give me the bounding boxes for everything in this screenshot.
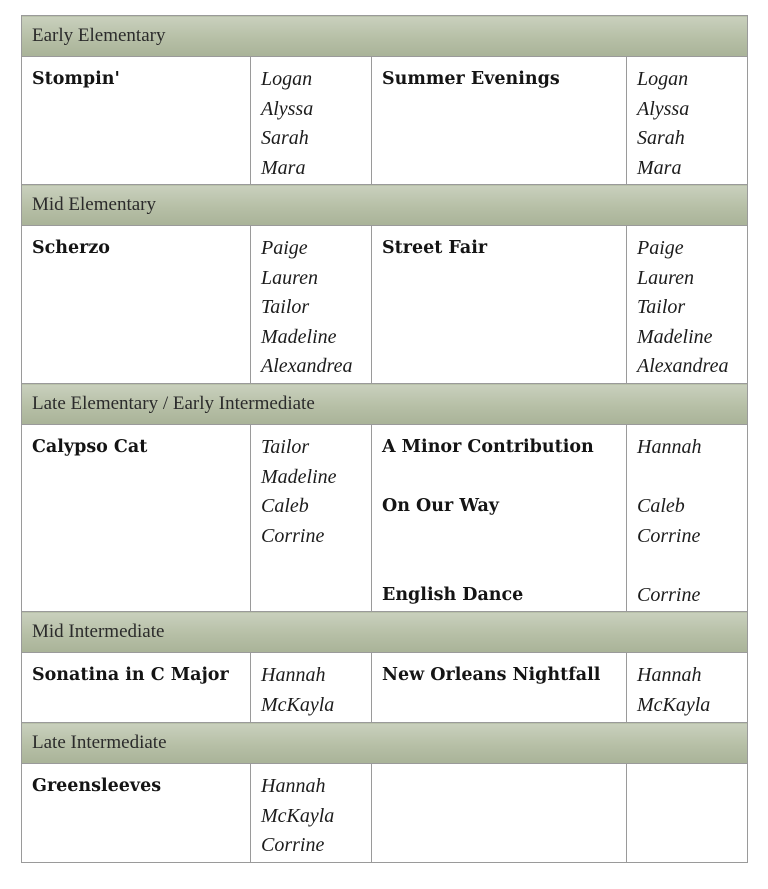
repertoire-row — [22, 653, 748, 723]
piece-title: Street Fair — [382, 238, 488, 258]
piece-title: Greensleeves — [32, 776, 162, 796]
student-name: Corrine — [637, 524, 701, 547]
repertoire-row — [22, 425, 748, 612]
student-name: Alexandrea — [637, 355, 729, 377]
student-name: Caleb — [637, 495, 685, 517]
student-name: Alexandrea — [261, 355, 353, 377]
student-name: Alyssa — [261, 97, 314, 120]
student-name: Tailor — [261, 296, 310, 318]
student-name: Hannah — [261, 664, 326, 686]
level-heading: Mid Elementary — [22, 185, 748, 226]
piece-cell — [22, 226, 251, 384]
student-name: Lauren — [261, 266, 319, 289]
piece-cell — [22, 425, 251, 612]
level-header-row — [22, 723, 748, 764]
piece-cell — [372, 425, 627, 612]
student-name: Tailor — [637, 296, 686, 318]
student-name: Caleb — [261, 495, 309, 517]
students-cell — [627, 653, 748, 723]
student-name: Hannah — [261, 775, 326, 797]
piece-cell — [372, 653, 627, 723]
student-name: Tailor — [261, 436, 310, 458]
piece-cell — [22, 653, 251, 723]
piece-title: Calypso Cat — [32, 437, 148, 457]
student-name: Lauren — [637, 266, 695, 289]
student-name: McKayla — [637, 693, 711, 716]
student-name: Corrine — [261, 524, 325, 547]
student-name: Logan — [261, 68, 313, 90]
student-name: Mara — [637, 156, 682, 179]
students-cell — [251, 226, 372, 384]
piece-cell — [372, 57, 627, 185]
level-heading: Late Elementary / Early Intermediate — [22, 384, 748, 425]
piece-title: On Our Way — [382, 496, 499, 516]
students-cell — [251, 425, 372, 612]
student-name: McKayla — [261, 804, 335, 827]
piece-title: English Dance — [382, 584, 524, 605]
student-name: Madeline — [261, 465, 337, 488]
piece-cell — [372, 226, 627, 384]
piece-title: A Minor Contribution — [382, 437, 594, 457]
level-header-row — [22, 384, 748, 425]
student-name: Paige — [261, 237, 308, 259]
piece-title: Sonatina in C Major — [32, 665, 229, 685]
repertoire-row — [22, 57, 748, 185]
piece-cell — [22, 57, 251, 185]
level-heading: Late Intermediate — [22, 723, 748, 764]
repertoire-row — [22, 226, 748, 384]
level-heading: Mid Intermediate — [22, 612, 748, 653]
students-cell — [251, 57, 372, 185]
recital-program-sheet — [21, 15, 747, 863]
students-cell — [627, 425, 748, 612]
student-name: Sarah — [261, 127, 309, 149]
student-name: McKayla — [261, 693, 335, 716]
student-name: Madeline — [637, 325, 713, 348]
students-cell — [627, 226, 748, 384]
student-name: Corrine — [261, 834, 325, 856]
empty-cell — [372, 764, 627, 863]
piece-title: Scherzo — [32, 238, 110, 258]
level-heading: Early Elementary — [22, 16, 748, 57]
piece-title: Stompin' — [32, 69, 120, 89]
students-cell — [627, 57, 748, 185]
students-cell — [251, 764, 372, 863]
student-name: Paige — [637, 237, 684, 259]
piece-title: New Orleans Nightfall — [382, 665, 601, 685]
level-header-row — [22, 185, 748, 226]
empty-cell — [627, 764, 748, 863]
recital-program-table — [21, 15, 748, 863]
student-name: Madeline — [261, 325, 337, 348]
student-name: Hannah — [637, 664, 702, 686]
repertoire-row — [22, 764, 748, 863]
student-name: Sarah — [637, 127, 685, 149]
piece-title: Summer Evenings — [382, 69, 560, 89]
student-name: Corrine — [637, 583, 701, 606]
students-cell — [251, 653, 372, 723]
student-name: Mara — [261, 156, 306, 179]
piece-cell — [22, 764, 251, 863]
level-header-row — [22, 16, 748, 57]
student-name: Alyssa — [637, 97, 690, 120]
student-name: Hannah — [637, 436, 702, 458]
student-name: Logan — [637, 68, 689, 90]
level-header-row — [22, 612, 748, 653]
